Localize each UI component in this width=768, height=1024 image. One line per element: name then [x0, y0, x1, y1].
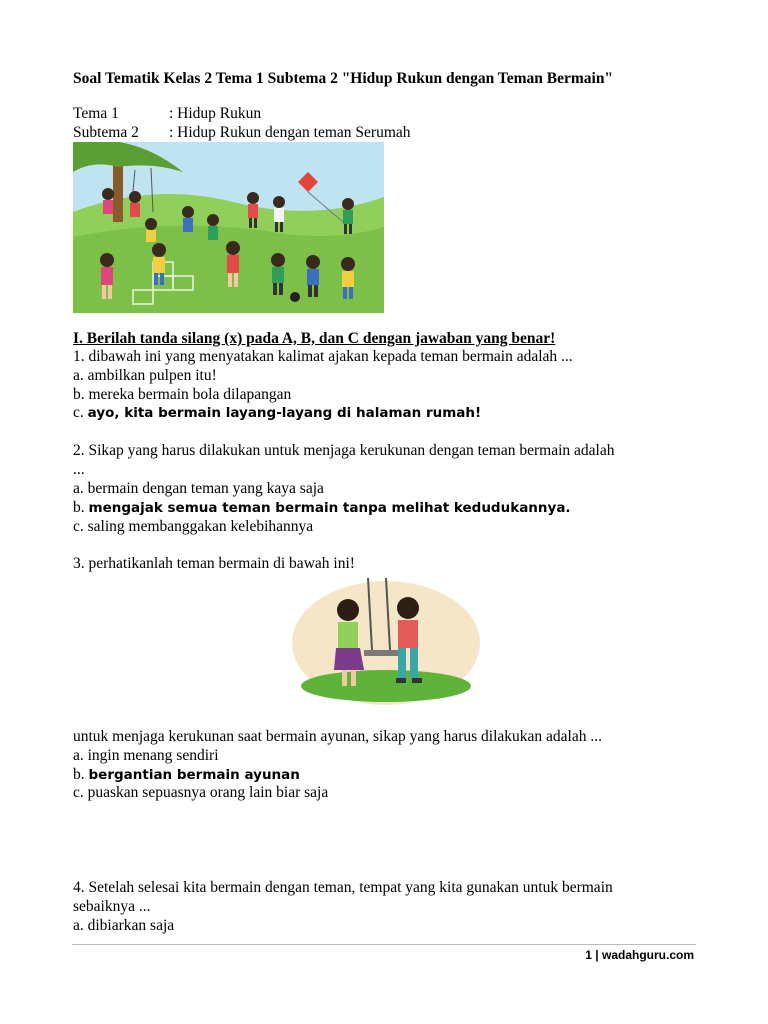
document-title: Soal Tematik Kelas 2 Tema 1 Subtema 2 "Hidup Rukun dengan Teman Bermain"	[73, 70, 614, 87]
q2-option-b-prefix: b.	[73, 499, 89, 516]
q4-question: 4. Setelah selesai kita bermain dengan teman, tempat yang kita gunakan untuk bermain	[73, 879, 613, 896]
q2-option-c: c. saling membanggakan kelebihannya	[73, 518, 314, 535]
q1-option-c	[73, 403, 481, 423]
q3-prompt: untuk menjaga kerukunan saat bermain ayunan, sikap yang harus dilakukan adalah ...	[73, 728, 602, 745]
footer-separator: |	[595, 948, 599, 962]
q1-option-a: a. ambilkan pulpen itu!	[73, 367, 217, 384]
meta-subtema-value: : Hidup Rukun dengan teman Serumah	[169, 124, 411, 141]
q3-option-b-prefix: b.	[73, 766, 89, 783]
q2-option-b	[73, 498, 571, 518]
q1-question: 1. dibawah ini yang menyatakan kalimat ajakan kepada teman bermain adalah ...	[73, 348, 573, 365]
children-playing-illustration	[73, 142, 384, 313]
q4-question-cont: sebaiknya ...	[73, 898, 151, 915]
meta-subtema-label: Subtema 2	[73, 124, 139, 141]
meta-tema	[73, 104, 261, 123]
q4-option-a: a. dibiarkan saja	[73, 917, 175, 934]
footer-site: wadahguru.com	[601, 948, 694, 962]
q3-question: 3. perhatikanlah teman bermain di bawah ini!	[73, 555, 355, 572]
page-number: 1	[585, 948, 592, 962]
meta-tema-value: : Hidup Rukun	[169, 105, 262, 122]
q3-option-b-answer: bergantian bermain ayunan	[88, 767, 300, 783]
q2-option-a: a. bermain dengan teman yang kaya saja	[73, 480, 324, 497]
meta-subtema	[73, 123, 411, 142]
q1-option-c-answer: ayo, kita bermain layang-layang di halaman rumah!	[87, 405, 482, 421]
footer-divider	[72, 944, 696, 945]
page-footer	[585, 948, 694, 962]
swing-illustration	[290, 578, 482, 708]
q3-option-a: a. ingin menang sendiri	[73, 747, 219, 764]
q1-option-c-prefix: c.	[73, 404, 88, 421]
q3-option-b	[73, 765, 300, 785]
q2-question: 2. Sikap yang harus dilakukan untuk menjaga kerukunan dengan teman bermain adalah	[73, 442, 615, 459]
meta-tema-label: Tema 1	[73, 105, 119, 122]
q3-option-c: c. puaskan sepuasnya orang lain biar saja	[73, 784, 329, 801]
section-heading: I. Berilah tanda silang (x) pada A, B, dan C dengan jawaban yang benar!	[73, 330, 556, 347]
q2-option-b-answer: mengajak semua teman bermain tanpa melihat kedudukannya.	[88, 500, 571, 516]
q2-question-cont: ...	[73, 461, 85, 478]
q1-option-b: b. mereka bermain bola dilapangan	[73, 386, 292, 403]
